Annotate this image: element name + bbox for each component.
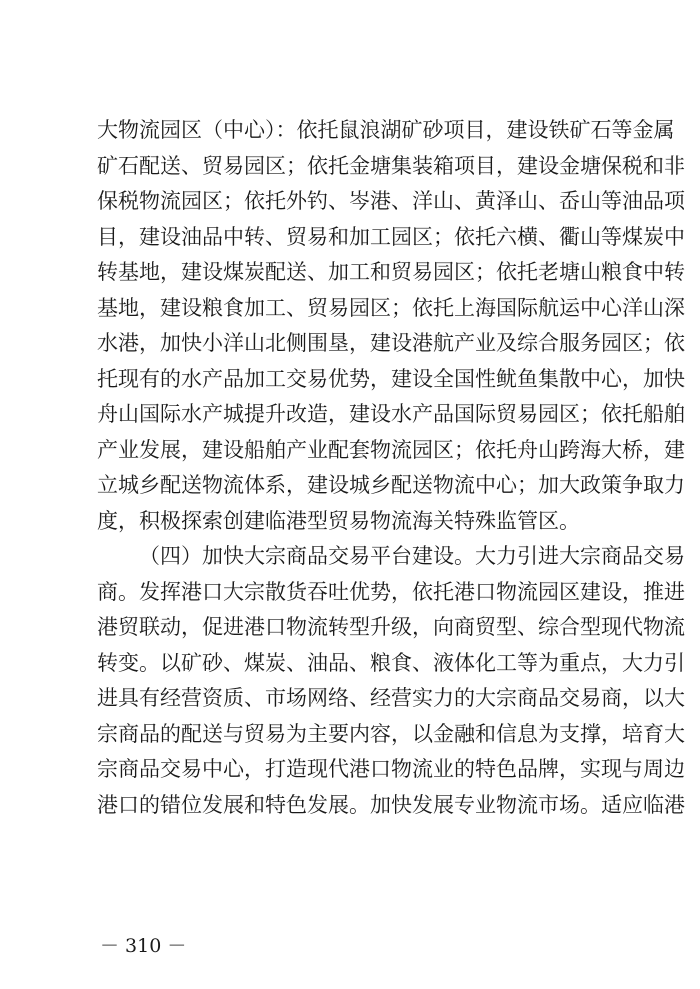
text-line: 基地，建设粮食加工、贸易园区；依托上海国际航运中心洋山深 bbox=[97, 295, 685, 320]
text-line: 矿石配送、贸易园区；依托金塘集装箱项目，建设金塘保税和非 bbox=[97, 153, 685, 178]
text-line: 立城乡配送物流体系，建设城乡配送物流中心；加大政策争取力 bbox=[97, 473, 685, 497]
page-number: － 310 － bbox=[100, 935, 187, 957]
text-line: 宗商品的配送与贸易为主要内容，以金融和信息为支撑，培育大 bbox=[97, 721, 685, 746]
text-line: 目，建设油品中转、贸易和加工园区；依托六横、衢山等煤炭中 bbox=[97, 224, 685, 249]
text-line: （四）加快大宗商品交易平台建设。大力引进大宗商品交易 bbox=[139, 544, 685, 568]
paragraph-1 bbox=[97, 113, 685, 539]
text-line: 舟山国际水产城提升改造，建设水产品国际贸易园区；依托船舶 bbox=[97, 402, 685, 426]
text-line: 保税物流园区；依托外钓、岑港、洋山、黄泽山、岙山等油品项 bbox=[97, 189, 685, 213]
text-line: 度，积极探索创建临港型贸易物流海关特殊监管区。 bbox=[97, 508, 580, 533]
text-line: 大物流园区（中心）：依托鼠浪湖矿砂项目，建设铁矿石等金属 bbox=[97, 118, 675, 142]
text-line: 宗商品交易中心，打造现代港口物流业的特色品牌，实现与周边 bbox=[97, 757, 685, 781]
body-text bbox=[97, 113, 685, 823]
text-line: 托现有的水产品加工交易优势，建设全国性鱿鱼集散中心，加快 bbox=[97, 366, 685, 391]
text-line: 进具有经营资质、市场网络、经营实力的大宗商品交易商，以大 bbox=[97, 686, 685, 710]
text-line: 转变。以矿砂、煤炭、油品、粮食、液体化工等为重点，大力引 bbox=[97, 650, 685, 675]
text-line: 商。发挥港口大宗散货吞吐优势，依托港口物流园区建设，推进 bbox=[97, 579, 685, 604]
text-line: 转基地，建设煤炭配送、加工和贸易园区；依托老塘山粮食中转 bbox=[97, 260, 685, 284]
text-line: 产业发展，建设船舶产业配套物流园区；依托舟山跨海大桥，建 bbox=[97, 437, 685, 462]
text-line: 港贸联动，促进港口物流转型升级，向商贸型、综合型现代物流 bbox=[97, 615, 685, 639]
paragraph-2 bbox=[97, 539, 685, 823]
text-line: 港口的错位发展和特色发展。加快发展专业物流市场。适应临港 bbox=[97, 792, 685, 817]
text-line: 水港，加快小洋山北侧围垦，建设港航产业及综合服务园区；依 bbox=[97, 331, 685, 355]
